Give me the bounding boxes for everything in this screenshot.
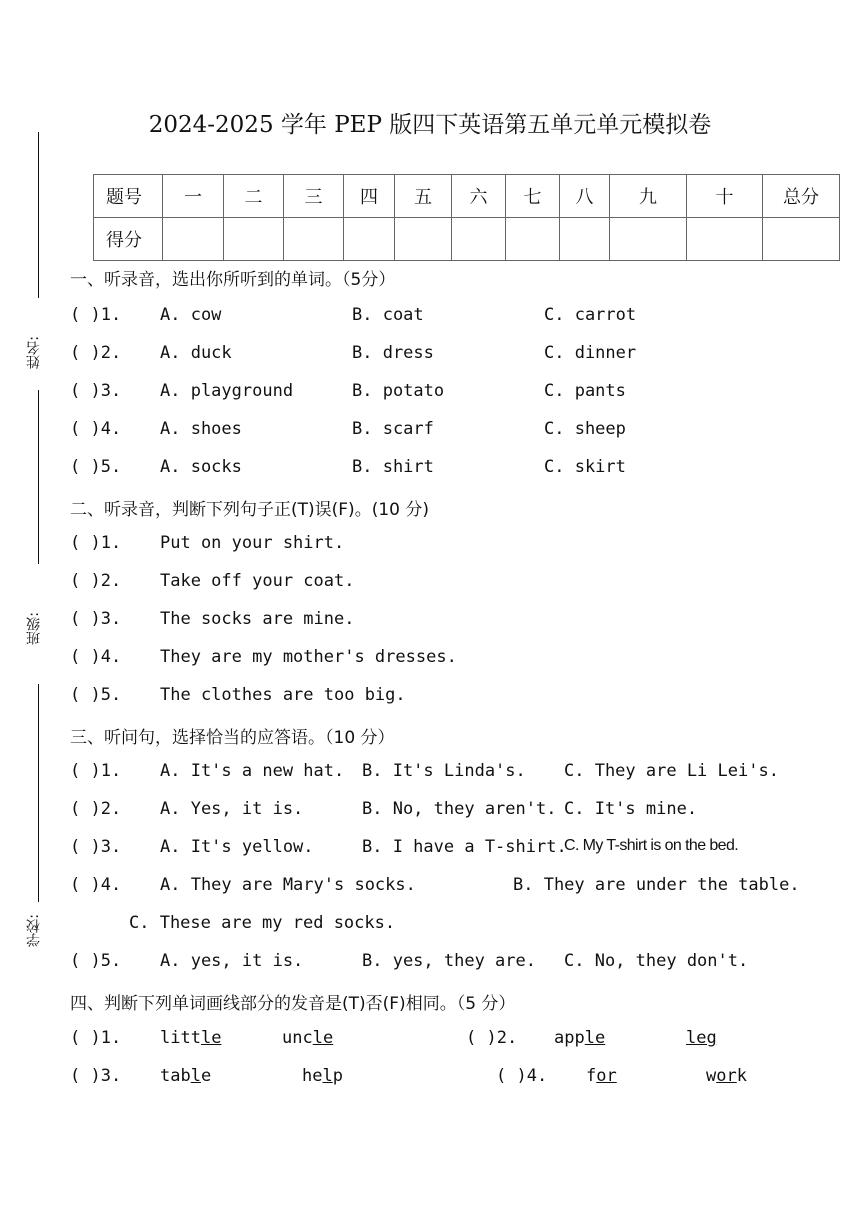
section2-heading: 二、听录音，判断下列句子正(T)误(F)。(10 分) — [70, 500, 429, 520]
score-cell[interactable] — [560, 218, 610, 261]
header-cell: 题号 — [94, 175, 163, 218]
option-b: B. dress — [352, 343, 434, 363]
score-cell[interactable] — [452, 218, 506, 261]
option-b: B. scarf — [352, 419, 434, 439]
option-b: B. shirt — [352, 457, 434, 477]
header-cell: 七 — [506, 175, 560, 218]
header-cell: 九 — [610, 175, 687, 218]
option-b: B. potato — [352, 381, 445, 401]
class-label: 班级: — [26, 612, 42, 645]
answer-blank[interactable]: ( )5. — [70, 685, 122, 705]
answer-blank[interactable]: ( )2. — [466, 1028, 518, 1048]
word-work: work — [706, 1066, 747, 1086]
option-b: B. It's Linda's. — [362, 761, 526, 781]
sentence: Take off your coat. — [160, 571, 355, 591]
option-c: C. pants — [544, 381, 626, 401]
option-a: A. It's a new hat. — [160, 761, 345, 781]
score-table-header-row — [94, 175, 840, 218]
option-a: A. duck — [160, 343, 232, 363]
option-a: A. cow — [160, 305, 222, 325]
header-cell: 二 — [224, 175, 284, 218]
margin-line-bottom — [38, 684, 39, 902]
score-cell[interactable] — [284, 218, 344, 261]
page-title: 2024-2025 学年 PEP 版四下英语第五单元单元模拟卷 — [148, 112, 712, 138]
option-b: B. yes, they are. — [362, 951, 536, 971]
score-cell[interactable] — [395, 218, 452, 261]
answer-blank[interactable]: ( )5. — [70, 457, 122, 477]
option-c: C. skirt — [544, 457, 626, 477]
score-row-label: 得分 — [94, 218, 163, 261]
score-cell[interactable] — [344, 218, 395, 261]
answer-blank[interactable]: ( )4. — [70, 419, 122, 439]
section3-heading: 三、听问句，选择恰当的应答语。（10 分） — [70, 728, 395, 748]
option-c: C. carrot — [544, 305, 637, 325]
option-c: C. These are my red socks. — [129, 913, 396, 933]
answer-blank[interactable]: ( )4. — [70, 875, 122, 895]
answer-blank[interactable]: ( )1. — [70, 305, 122, 325]
header-cell: 十 — [687, 175, 763, 218]
word-little: little — [160, 1028, 222, 1048]
header-cell: 八 — [560, 175, 610, 218]
section1-heading: 一、听录音，选出你所听到的单词。（5分） — [70, 270, 396, 290]
answer-blank[interactable]: ( )1. — [70, 761, 122, 781]
word-uncle: uncle — [282, 1028, 334, 1048]
score-cell[interactable] — [763, 218, 840, 261]
answer-blank[interactable]: ( )3. — [70, 381, 122, 401]
score-table — [93, 174, 840, 261]
option-b: B. I have a T-shirt. — [362, 837, 567, 857]
score-table-score-row — [94, 218, 840, 261]
sentence: The socks are mine. — [160, 609, 355, 629]
word-table: table — [160, 1066, 212, 1086]
answer-blank[interactable]: ( )4. — [496, 1066, 548, 1086]
section4-heading: 四、判断下列单词画线部分的发音是(T)否(F)相同。（5 分） — [70, 994, 516, 1014]
option-c: C. It's mine. — [564, 799, 698, 819]
option-a: A. It's yellow. — [160, 837, 314, 857]
header-cell: 三 — [284, 175, 344, 218]
option-c: C. My T-shirt is on the bed. — [564, 837, 739, 854]
option-a: A. playground — [160, 381, 294, 401]
answer-blank[interactable]: ( )3. — [70, 837, 122, 857]
header-cell: 总分 — [763, 175, 840, 218]
option-a: A. They are Mary's socks. — [160, 875, 416, 895]
margin-line-middle — [38, 390, 39, 564]
option-c: C. They are Li Lei's. — [564, 761, 779, 781]
option-a: A. Yes, it is. — [160, 799, 304, 819]
sentence: The clothes are too big. — [160, 685, 406, 705]
school-label: 学校: — [26, 914, 42, 947]
score-cell[interactable] — [506, 218, 560, 261]
option-c: C. dinner — [544, 343, 637, 363]
word-for: for — [586, 1066, 617, 1086]
sentence: They are my mother's dresses. — [160, 647, 457, 667]
option-c: C. No, they don't. — [564, 951, 749, 971]
sentence: Put on your shirt. — [160, 533, 345, 553]
header-cell: 一 — [163, 175, 224, 218]
answer-blank[interactable]: ( )1. — [70, 533, 122, 553]
score-cell[interactable] — [163, 218, 224, 261]
option-b: B. No, they aren't. — [362, 799, 557, 819]
name-label: 姓名: — [26, 336, 42, 369]
score-cell[interactable] — [224, 218, 284, 261]
score-cell[interactable] — [687, 218, 763, 261]
answer-blank[interactable]: ( )1. — [70, 1028, 122, 1048]
word-apple: apple — [554, 1028, 606, 1048]
option-c: C. sheep — [544, 419, 626, 439]
option-a: A. shoes — [160, 419, 242, 439]
word-help: help — [302, 1066, 343, 1086]
option-b: B. coat — [352, 305, 424, 325]
answer-blank[interactable]: ( )2. — [70, 343, 122, 363]
word-leg: leg — [686, 1028, 717, 1048]
option-b: B. They are under the table. — [513, 875, 800, 895]
option-a: A. yes, it is. — [160, 951, 304, 971]
score-cell[interactable] — [610, 218, 687, 261]
answer-blank[interactable]: ( )4. — [70, 647, 122, 667]
answer-blank[interactable]: ( )2. — [70, 571, 122, 591]
option-a: A. socks — [160, 457, 242, 477]
margin-line-top — [38, 132, 39, 298]
header-cell: 五 — [395, 175, 452, 218]
answer-blank[interactable]: ( )3. — [70, 609, 122, 629]
header-cell: 六 — [452, 175, 506, 218]
answer-blank[interactable]: ( )3. — [70, 1066, 122, 1086]
header-cell: 四 — [344, 175, 395, 218]
answer-blank[interactable]: ( )5. — [70, 951, 122, 971]
answer-blank[interactable]: ( )2. — [70, 799, 122, 819]
